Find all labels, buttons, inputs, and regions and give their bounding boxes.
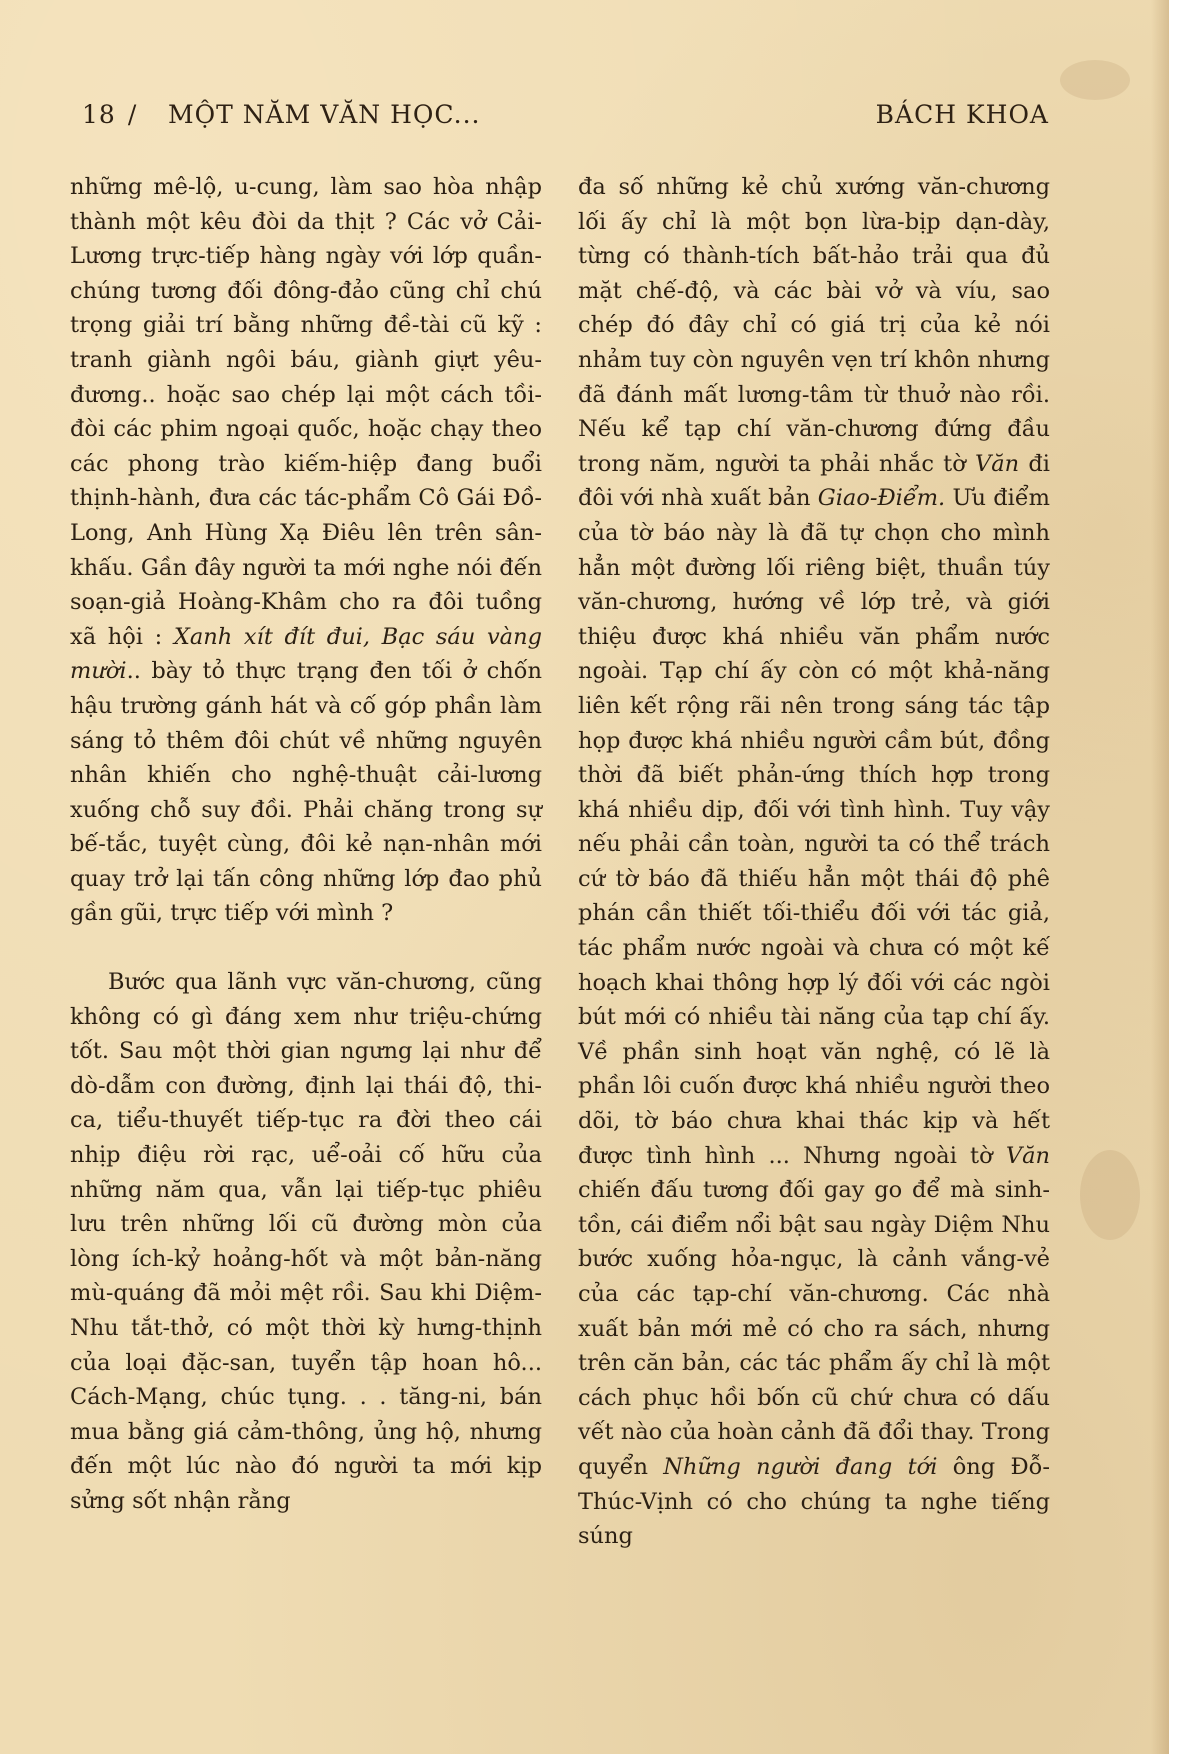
magazine-title: Văn	[975, 450, 1020, 477]
text-run: những mê-lộ, u-cung, làm sao hòa nhập thành một kêu đòi da thịt ? Các vở Cải-Lương trực-tiếp hàng ngày với lớp quần-chúng tương đối đông-đảo cũng chỉ chú trọng giải trí bằng những đề-tài cũ kỹ : tranh giành ngôi báu, giành giựt yêu-đương.. hoặc sao chép lại một cách tồi-đòi các phim ngoại quốc, hoặc chạy theo các phong trào kiếm-hiệp đang buổi thịnh-hành, đưa các tác-phẩm Cô Gái Đồ-Long, Anh Hùng Xạ Điêu lên trên sân-khấu. Gần đây người ta mới nghe nói đến soạn-giả Hoàng-Khâm cho ra đôi tuồng xã hội :	[70, 174, 542, 650]
publisher-title: Giao-Điểm.	[817, 485, 946, 512]
page-edge-shadow	[1151, 0, 1169, 1754]
text-run: đa số những kẻ chủ xướng văn-chương lối ấy chỉ là một bọn lừa-bịp dạn-dày, từng có thành-tích bất-hảo trải qua đủ mặt chế-độ, và các bài vở và víu, sao chép đó đây chỉ có giá trị của kẻ nói nhảm tuy còn nguyên vẹn trí khôn nhưng đã đánh mất lương-tâm từ thuở nào rồi. Nếu kể tạp chí văn-chương đứng đầu trong năm, người ta phải nhắc tờ	[578, 174, 1050, 477]
text-run: đi đôi với nhà xuất bản	[578, 450, 1051, 512]
page-number-group	[82, 100, 147, 129]
text-run: chiến đấu tương đối gay go để mà sinh-tồn, cái điểm nổi bật sau ngày Diệm Nhu bước xuống hỏa-ngục, là cảnh vắng-vẻ của các tạp-chí văn-chương. Các nhà xuất bản mới mẻ có cho ra sách, nhưng trên căn bản, các tác phẩm ấy chỉ là một cách phục hồi bốn cũ chứ chưa có dấu vết nào của hoàn cảnh đã đổi thay. Trong quyển	[578, 1177, 1050, 1480]
paper-stain	[1060, 60, 1130, 100]
running-title: MỘT NĂM VĂN HỌC...	[168, 100, 481, 129]
right-column	[578, 170, 1050, 1554]
text-run: ông Đỗ-Thúc-Vịnh có cho chúng ta nghe tiếng súng	[578, 1453, 1050, 1550]
book-title: Những người đang tới	[663, 1453, 938, 1480]
text-run: .. bày tỏ thực trạng đen tối ở chốn hậu trường gánh hát và cố góp phần làm sáng tỏ thêm đôi chút về những nguyên nhân khiến cho nghệ-thuật cải-lương xuống chỗ suy đồi. Phải chăng trong sự bế-tắc, tuyệt cùng, đôi kẻ nạn-nhân mới quay trở lại tấn công những lớp đao phủ gần gũi, trực tiếp với mình ?	[70, 658, 542, 927]
paper-stain	[1080, 1150, 1140, 1240]
paragraph	[70, 170, 542, 931]
paragraph	[70, 965, 542, 1519]
page-number: 18	[82, 100, 116, 129]
header-separator: /	[127, 100, 138, 129]
text-run: Bước qua lãnh vực văn-chương, cũng không có gì đáng xem như triệu-chứng tốt. Sau một thời gian ngưng lại như để dò-dẫm con đường, định lại thái độ, thi-ca, tiểu-thuyết tiếp-tục ra đời theo cái nhịp điệu rời rạc, uể-oải cố hữu của những năm qua, vẫn lại tiếp-tục phiêu lưu trên những lối cũ đường mòn của lòng ích-kỷ hoảng-hốt và một bản-năng mù-quáng đã mỏi mệt rồi. Sau khi Diệm-Nhu tắt-thở, có một thời kỳ hưng-thịnh của loại đặc-san, tuyển tập hoan hô... Cách-Mạng, chúc tụng. . . tăng-ni, bán mua bằng giá cảm-thông, ủng hộ, nhưng đến một lúc nào đó người ta mới kịp sửng sốt nhận rằng	[70, 969, 542, 1514]
play-titles: Xanh xít đít đui, Bạc sáu vàng mười	[70, 623, 542, 685]
paragraph	[578, 170, 1050, 1554]
page-header	[82, 100, 1049, 140]
text-run: Ưu điểm của tờ báo này là đã tự chọn cho mình hẳn một đường lối riêng biệt, thuần túy văn-chương, hướng về lớp trẻ, và giới thiệu được khá nhiều văn phẩm nước ngoài. Tạp chí ấy còn có một khả-năng liên kết rộng rãi nên trong sáng tác tập họp được khá nhiều người cầm bút, đồng thời đã biết phản-ứng thích hợp trong khá nhiều dịp, đối với tình hình. Tuy vậy nếu phải cần toàn, người ta có thể trách cứ tờ báo đã thiếu hẳn một thái độ phê phán cần thiết tối-thiểu đối với tác giả, tác phẩm nước ngoài và chưa có một kế hoạch khai thông hợp lý đối với các ngòi bút mới có nhiều tài năng của tạp chí ấy. Về phần sinh hoạt văn nghệ, có lẽ là phần lôi cuốn được khá nhiều người theo dõi, tờ báo chưa khai thác kịp và hết được tình hình ... Nhưng ngoài tờ	[578, 485, 1051, 1169]
magazine-title: Văn	[1005, 1142, 1050, 1169]
left-column	[70, 170, 542, 1519]
magazine-name: BÁCH KHOA	[875, 100, 1049, 129]
